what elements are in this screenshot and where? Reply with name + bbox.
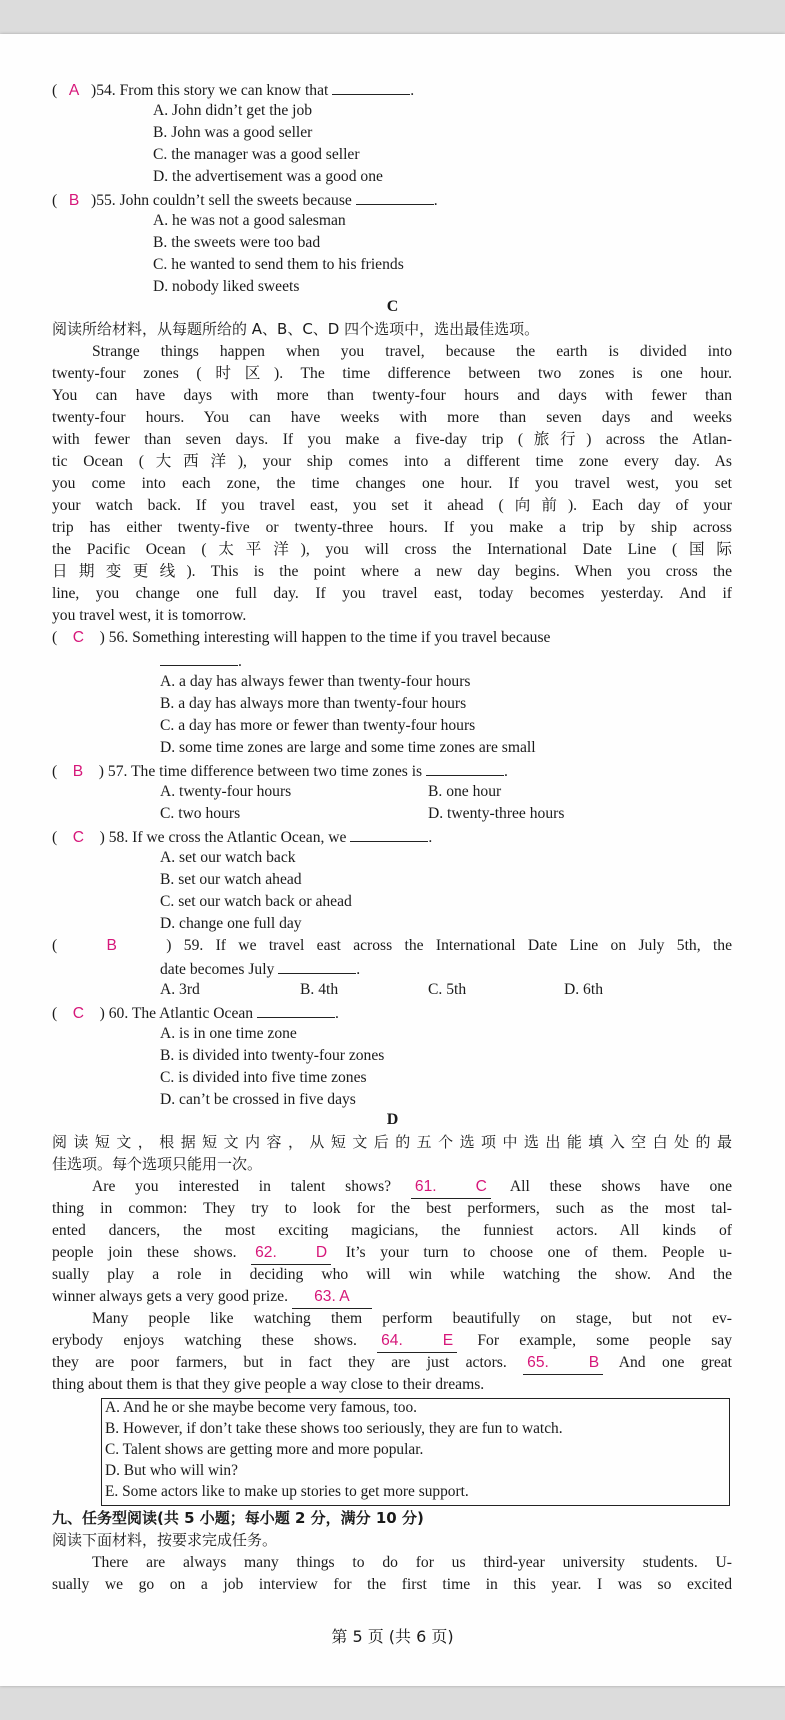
section-d-instruction: 阅读短文，根据短文内容，从短文后的五个选项中选出能填入空白处的最 [52,1133,732,1151]
question-54: ( A )54. From this story we can know that . [52,78,732,102]
answer-55: B [68,192,80,209]
blank-63 [292,1286,372,1309]
answer-59: B [106,937,117,954]
passage-line: You can have days with more than twenty-four hours and days with fewer than [52,387,732,404]
question-number: 58 [108,829,125,846]
option: D. 6th [564,981,603,998]
passage-line: thing in common: They try to look for the best performers, such as the most tal- [52,1200,732,1217]
section-heading-c: C [386,298,399,315]
passage-line: twenty-four zones (时区). The time difference between two zones is one hour. [52,365,732,382]
passage-line: ented dancers, the most exciting magicians, the funniest actors. All kinds of [52,1222,732,1239]
option: B. 4th [300,981,339,998]
options-box [101,1398,730,1506]
option: C. is divided into five time zones [160,1069,367,1086]
section-9-instruction: 阅读下面材料，按要求完成任务。 [52,1531,278,1549]
option: E. Some actors like to make up stories to get more support. [105,1483,469,1500]
option: B. a day has always more than twenty-four hours [160,695,467,712]
question-number: 60 [108,1005,125,1022]
option: A. 3rd [160,981,200,998]
passage-line: Strange things happen when you travel, because the earth is divided into [92,343,732,360]
passage-line: There are always many things to do for us third-year university students. U- [92,1554,732,1571]
option: B. one hour [428,783,502,800]
passage-line: thing about them is that they give people a way close to their dreams. [52,1376,485,1393]
passage-line [52,1330,732,1353]
blank-answer: 64. E [381,1332,454,1349]
option: D. But who will win? [105,1462,238,1479]
question-number: 57 [107,763,124,780]
option: C. Talent shows are getting more and more popular. [105,1441,424,1458]
question-59-continued: date becomes July . [160,957,785,981]
option: C. two hours [160,805,241,822]
blank-65 [523,1352,603,1375]
passage-line [52,1352,732,1375]
option: B. set our watch ahead [160,871,302,888]
passage-line: tic Ocean (大西洋), your ship comes into a different time zone every day. As [52,453,732,470]
question-56: ( C ) 56. Something interesting will happen to the time if you travel because [52,629,551,646]
passage-line: your watch back. If you travel east, you set it ahead (向前). Each day of your [52,497,732,514]
answer-blank [356,188,434,205]
question-number: 59 [183,937,200,954]
question-stem: The Atlantic Ocean [131,1005,254,1022]
option: C. he wanted to send them to his friends [153,256,404,273]
passage-line: sually play a role in deciding who will win while watching the show. And the [52,1266,732,1283]
option: C. 5th [428,981,467,998]
question-stem: From this story we can know that [119,82,329,99]
question-stem: The time difference between two time zones is [131,763,423,780]
question-number: 56 [108,629,125,646]
passage-text: people join these shows. [52,1244,237,1261]
question-stem: Something interesting will happen to the time if you travel because [132,629,551,646]
passage-text: It’s your turn to choose one of them. People u- [345,1244,732,1261]
answer-blank-line: . [160,649,785,673]
option: C. the manager was a good seller [153,146,360,163]
option: A. he was not a good salesman [153,212,346,229]
option: A. set our watch back [160,849,296,866]
question-stem: date becomes July [160,961,275,978]
question-59: ( B ) 59. If we travel east across the International Date Line on July 5th, the [52,937,733,954]
option: A. John didn’t get the job [153,102,313,119]
passage-line: line, you change one full day. If you travel east, today becomes yesterday. And if [52,585,732,602]
section-9-title: 九、任务型阅读(共 5 小题；每小题 2 分，满分 10 分) [52,1509,424,1527]
passage-line: with fewer than seven days. If you make a five-day trip (旅行) across the Atlan- [52,431,732,448]
passage-text: And one great [618,1354,733,1371]
option: C. a day has more or fewer than twenty-four hours [160,717,476,734]
passage-line: trip has either twenty-five or twenty-three hours. If you make a trip by ship across [52,519,732,536]
option: B. is divided into twenty-four zones [160,1047,385,1064]
answer-60: C [72,1005,85,1022]
blank-61 [411,1176,491,1199]
question-60: ( C ) 60. The Atlantic Ocean . [52,1001,732,1025]
passage-line [52,1286,732,1309]
passage-text: they are poor farmers, but in fact they are just actors. [52,1354,507,1371]
passage-line: the Pacific Ocean (太平洋), you will cross the International Date Line (国际 [52,541,732,558]
answer-blank [332,78,410,95]
page-footer: 第 5 页 (共 6 页) [331,1627,454,1646]
passage-line [92,1176,732,1199]
option: D. the advertisement was a good one [153,168,383,185]
passage-text: For example, some people say [477,1332,732,1349]
passage-line: Many people like watching them perform beautifully on stage, but not ev- [92,1310,732,1327]
option: D. nobody liked sweets [153,278,300,295]
blank-answer: 62. D [255,1244,328,1261]
passage-line: you come into each zone, the time changes one hour. If you travel west, you set [52,475,732,492]
answer-54: A [68,82,80,99]
option: D. some time zones are large and some time zones are small [160,739,536,756]
passage-line: sually we go on a job interview for the first time in this year. I was so excited [52,1576,732,1593]
question-stem: If we cross the Atlantic Ocean, we [132,829,347,846]
option: B. John was a good seller [153,124,313,141]
option: A. And he or she maybe become very famous, too. [105,1399,418,1416]
option: A. twenty-four hours [160,783,292,800]
question-number: 54 [96,82,112,99]
answer-56: C [72,629,85,646]
option: C. set our watch back or ahead [160,893,352,910]
blank-answer: 63. A [314,1288,350,1305]
passage-text: erybody enjoys watching these shows. [52,1332,357,1349]
blank-64 [377,1330,457,1353]
question-number: 55 [96,192,112,209]
answer-blank [160,649,238,666]
blank-answer: 65. B [527,1354,600,1371]
answer-blank [257,1001,335,1018]
option: D. change one full day [160,915,302,932]
section-d-instruction: 佳选项。每个选项只能用一次。 [52,1155,263,1173]
passage-text: All these shows have one [509,1178,732,1195]
question-stem: If we travel east across the International Date Line on July 5th, the [215,937,733,954]
answer-58: C [72,829,85,846]
question-57: ( B ) 57. The time difference between two time zones is . [52,759,732,783]
section-c-instruction: 阅读所给材料，从每题所给的 A、B、C、D 四个选项中，选出最佳选项。 [52,320,540,338]
option: D. can’t be crossed in five days [160,1091,356,1108]
blank-answer: 61. C [414,1178,487,1195]
question-58: ( C ) 58. If we cross the Atlantic Ocean, we . [52,825,732,849]
option: A. a day has always fewer than twenty-four hours [160,673,471,690]
section-heading-d: D [386,1111,399,1128]
passage-line [52,1242,732,1265]
passage-text: winner always gets a very good prize. [52,1288,288,1305]
passage-line: you travel west, it is tomorrow. [52,607,247,624]
exam-page [0,34,785,1686]
passage-text: Are you interested in talent shows? [92,1178,392,1195]
blank-62 [251,1242,331,1265]
option: A. is in one time zone [160,1025,297,1042]
answer-blank [350,825,428,842]
option: B. the sweets were too bad [153,234,321,251]
option: B. However, if don’t take these shows too seriously, they are fun to watch. [105,1420,563,1437]
option: D. twenty-three hours [428,805,565,822]
passage-line: 日期变更线). This is the point where a new day begins. When you cross the [52,563,732,580]
question-55: ( B )55. John couldn’t sell the sweets because . [52,188,732,212]
answer-blank [426,759,504,776]
answer-57: B [72,763,84,780]
passage-line: twenty-four hours. You can have weeks with more than seven days and weeks [52,409,732,426]
question-stem: John couldn’t sell the sweets because [119,192,352,209]
answer-blank [278,957,356,974]
